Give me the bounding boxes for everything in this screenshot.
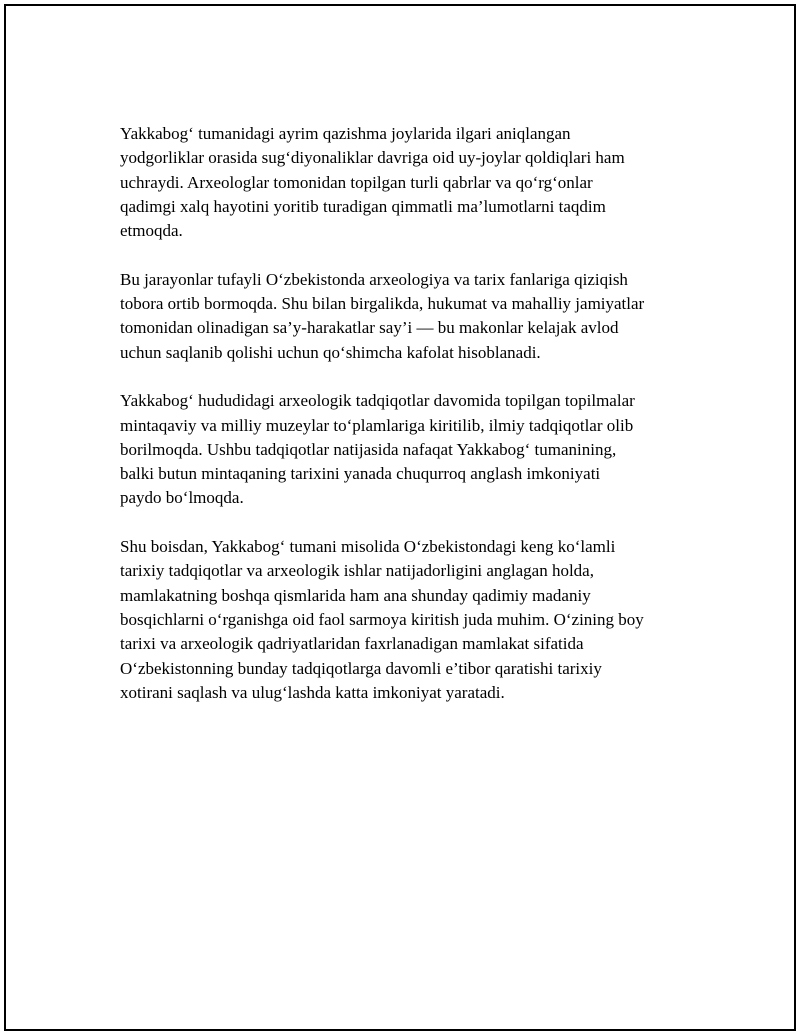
text-line: xotirani saqlash va ulug‘lashda katta imkoniyat yaratadi. bbox=[120, 682, 505, 702]
paragraph-3 bbox=[120, 389, 700, 510]
text-line: tarixi va arxeologik qadriyatlaridan faxrlanadigan mamlakat sifatida bbox=[120, 634, 584, 654]
text-line: paydo bo‘lmoqda. bbox=[120, 488, 244, 508]
text-line: balki butun mintaqaning tarixini yanada chuqurroq anglash imkoniyati bbox=[120, 464, 601, 484]
text-line: Yakkabog‘ tumanidagi ayrim qazishma joylarida ilgari aniqlangan bbox=[120, 124, 571, 143]
document-page bbox=[4, 4, 796, 1031]
text-line: qadimgi xalq hayotini yoritib turadigan qimmatli ma’lumotlarni taqdim bbox=[120, 196, 606, 216]
text-line: O‘zbekistonning bunday tadqiqotlarga davomli e’tibor qaratishi tarixiy bbox=[120, 658, 602, 678]
text-line: tarixiy tadqiqotlar va arxeologik ishlar natijadorligini anglagan holda, bbox=[120, 561, 594, 581]
text-line: Shu boisdan, Yakkabog‘ tumani misolida O‘zbekistondagi keng ko‘lamli bbox=[120, 537, 616, 557]
paragraph-2 bbox=[120, 268, 700, 365]
paragraph-4 bbox=[120, 535, 700, 705]
text-line: bosqichlarni o‘rganishga oid faol sarmoya kiritish juda muhim. O‘zining boy bbox=[120, 609, 644, 629]
text-line: etmoqda. bbox=[120, 221, 183, 241]
paragraph-1 bbox=[120, 122, 700, 243]
text-line: mintaqaviy va milliy muzeylar to‘plamlariga kiritilib, ilmiy tadqiqotlar olib bbox=[120, 415, 634, 435]
text-line: tobora ortib bormoqda. Shu bilan birgalikda, hukumat va mahalliy jamiyatlar bbox=[120, 294, 645, 314]
text-line: mamlakatning boshqa qismlarida ham ana shunday qadimiy madaniy bbox=[120, 585, 591, 605]
text-line: uchun saqlanib qolishi uchun qo‘shimcha kafolat hisoblanadi. bbox=[120, 342, 541, 362]
text-line: uchraydi. Arxeologlar tomonidan topilgan turli qabrlar va qo‘rg‘onlar bbox=[120, 172, 593, 192]
text-line: yodgorliklar orasida sug‘diyonaliklar davriga oid uy-joylar qoldiqlari ham bbox=[120, 148, 625, 168]
text-line: tomonidan olinadigan sa’y-harakatlar say’i — bu makonlar kelajak avlod bbox=[120, 318, 619, 338]
document-body bbox=[120, 122, 700, 729]
text-line: borilmoqda. Ushbu tadqiqotlar natijasida nafaqat Yakkabog‘ tumanining, bbox=[120, 439, 617, 459]
text-line: Bu jarayonlar tufayli O‘zbekistonda arxeologiya va tarix fanlariga qiziqish bbox=[120, 269, 628, 289]
text-line: Yakkabog‘ hududidagi arxeologik tadqiqotlar davomida topilgan topilmalar bbox=[120, 391, 635, 411]
